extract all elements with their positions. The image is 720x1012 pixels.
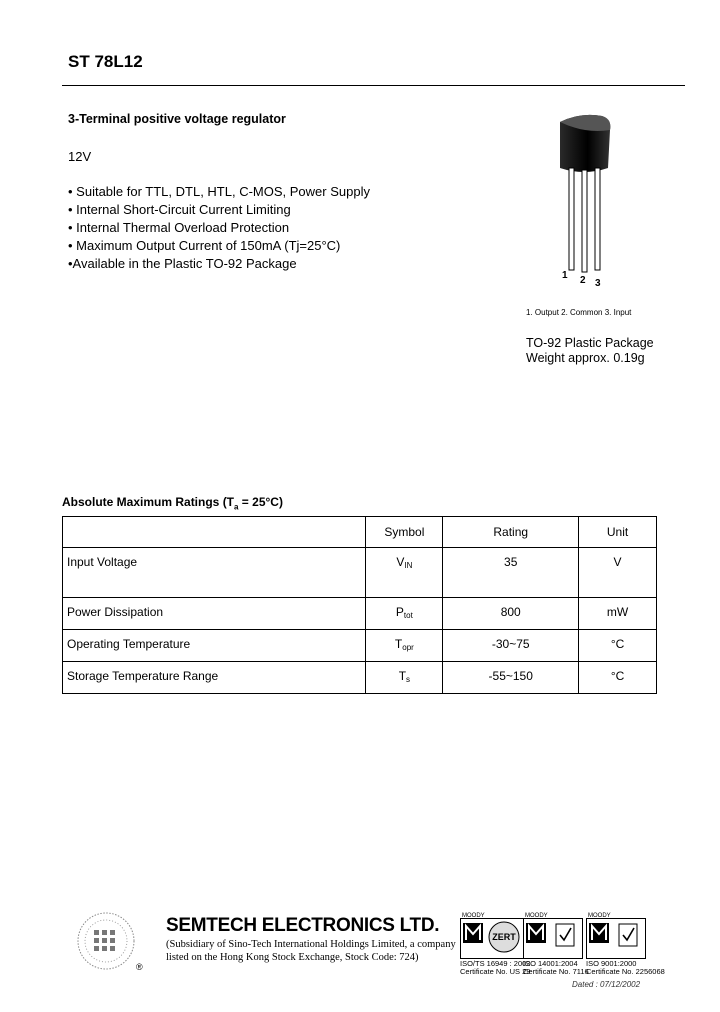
feature-list xyxy=(68,183,370,273)
lead-1 xyxy=(569,168,574,270)
param-cell: Operating Temperature xyxy=(63,630,366,662)
rating-cell: -55~150 xyxy=(443,662,579,694)
symbol-cell: Ptot xyxy=(366,598,443,630)
table-row xyxy=(63,662,657,694)
symbol-cell: Topr xyxy=(366,630,443,662)
param-cell: Input Voltage xyxy=(63,548,366,598)
to92-package-illustration xyxy=(550,110,660,295)
feature-item: • Maximum Output Current of 150mA (Tj=25°C) xyxy=(68,238,341,253)
moody-cert-icon xyxy=(523,915,583,959)
table-row xyxy=(63,598,657,630)
symbol-cell: Ts xyxy=(366,662,443,694)
package-info xyxy=(526,336,654,366)
pin-number-3: 3 xyxy=(595,278,601,289)
header-rating: Rating xyxy=(443,517,579,548)
package-type: TO-92 Plastic Package xyxy=(526,336,654,350)
table-row xyxy=(63,630,657,662)
param-cell: Power Dissipation xyxy=(63,598,366,630)
feature-item: •Available in the Plastic TO-92 Package xyxy=(68,256,297,271)
company-subline: (Subsidiary of Sino-Tech International Holdings Limited, a company listed on the Hong Kong Stock Exchange, Stock Code: 724) xyxy=(166,939,456,963)
rating-cell: 35 xyxy=(443,548,579,598)
page-title: ST 78L12 xyxy=(68,52,143,71)
lead-3 xyxy=(595,168,600,270)
rating-cell: -30~75 xyxy=(443,630,579,662)
unit-cell: °C xyxy=(579,662,657,694)
moody-cert-icon xyxy=(586,915,646,959)
cert-iso-9001: MOODY ISO 9001:2000 Certificate No. 2256068 xyxy=(586,913,665,976)
table-header-row xyxy=(63,517,657,548)
dated-stamp: Dated : 07/12/2002 xyxy=(572,980,641,989)
pin-number-1: 1 xyxy=(562,270,568,281)
cert-iso-14001: MOODY ISO 14001:2004 Certificate No. 7116 xyxy=(523,913,589,976)
company-name: SEMTECH ELECTRONICS LTD. xyxy=(166,915,440,936)
param-cell: Storage Temperature Range xyxy=(63,662,366,694)
title-divider xyxy=(62,85,685,86)
moody-cert-icon xyxy=(460,915,524,959)
feature-item: • Internal Short-Circuit Current Limiting xyxy=(68,202,291,217)
header-symbol: Symbol xyxy=(366,517,443,548)
absolute-maximum-ratings-table xyxy=(62,516,657,694)
unit-cell: V xyxy=(579,548,657,598)
output-voltage: 12V xyxy=(68,149,92,164)
header-parameter xyxy=(63,517,366,548)
cert-iso-ts16949: ZERT MOODY ISO/TS 16949 : 2002 Certificate No. US 29 xyxy=(460,913,531,976)
symbol-cell: VIN xyxy=(366,548,443,598)
header-unit: Unit xyxy=(579,517,657,548)
company-logo-icon xyxy=(76,908,136,974)
pin-number-2: 2 xyxy=(580,275,586,286)
table-row xyxy=(63,548,657,598)
product-subtitle: 3-Terminal positive voltage regulator xyxy=(68,112,286,126)
registered-mark: ® xyxy=(136,962,143,972)
feature-item: • Suitable for TTL, DTL, HTL, C-MOS, Power Supply xyxy=(68,184,370,199)
pin-legend: 1. Output 2. Common 3. Input xyxy=(526,308,632,317)
ratings-title: Absolute Maximum Ratings $(T_a = 25^\circ C)$ xyxy=(62,495,283,512)
package-weight: Weight approx. 0.19g xyxy=(526,351,645,365)
unit-cell: °C xyxy=(579,630,657,662)
lead-2 xyxy=(582,170,587,272)
rating-cell: 800 xyxy=(443,598,579,630)
unit-cell: mW xyxy=(579,598,657,630)
svg-text:ZERT: ZERT xyxy=(492,932,516,942)
feature-item: • Internal Thermal Overload Protection xyxy=(68,220,290,235)
